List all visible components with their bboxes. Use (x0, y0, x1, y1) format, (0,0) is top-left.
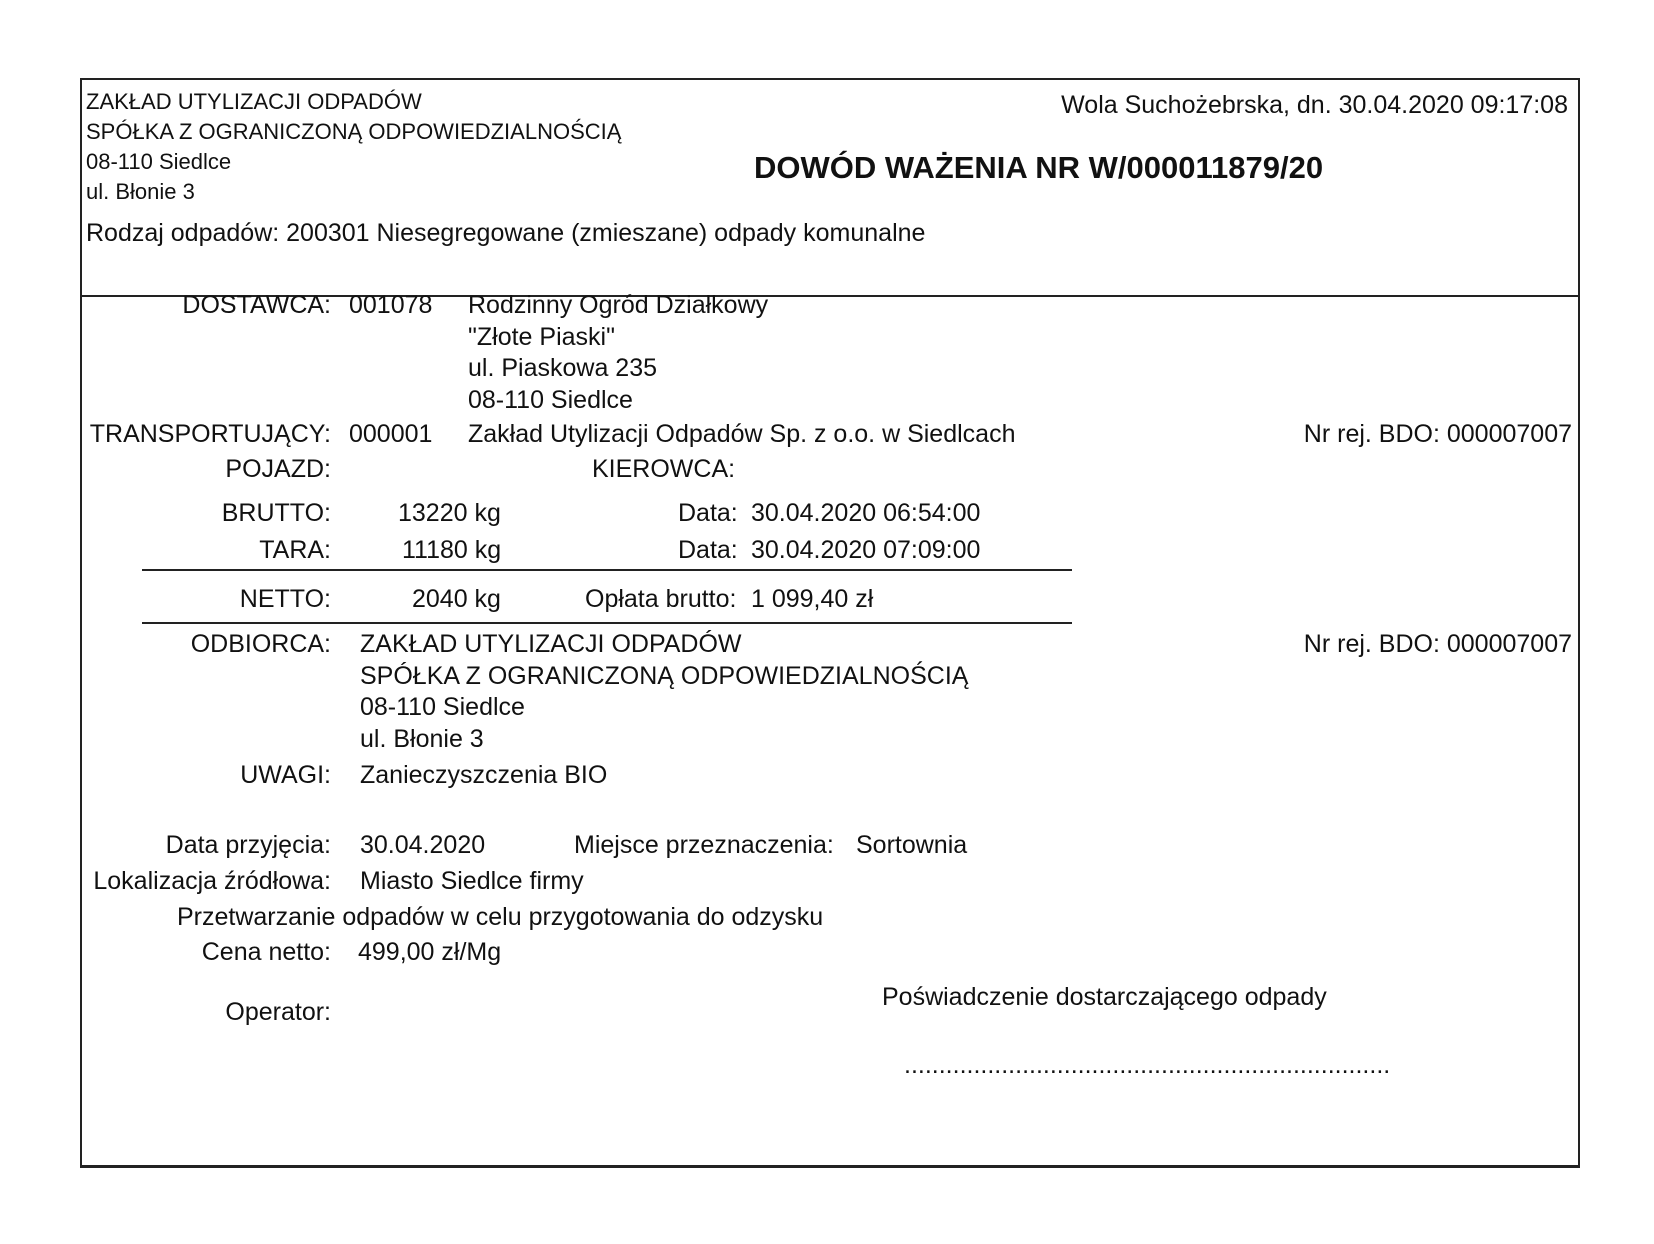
net-top-rule (142, 569, 1072, 571)
net-label: NETTO: (239, 585, 331, 613)
receiver-name-line1: ZAKŁAD UTYLIZACJI ODPADÓW (360, 630, 742, 658)
gross-label: BRUTTO: (221, 499, 331, 527)
tare-value: 11180 kg (402, 536, 502, 564)
transporter-code: 000001 (349, 420, 433, 448)
place-date: Wola Suchożebrska, dn. 30.04.2020 09:17:08 (1061, 91, 1568, 119)
transporter-bdo: Nr rej. BDO: 000007007 (1303, 420, 1572, 448)
acceptance-date: 30.04.2020 (360, 831, 486, 859)
receiver-postal: 08-110 Siedlce (360, 693, 525, 721)
destination-label: Miejsce przeznaczenia: (574, 831, 834, 859)
company-name-line2: SPÓŁKA Z OGRANICZONĄ ODPOWIEDZIALNOŚCIĄ (86, 119, 622, 144)
acceptance-date-label: Data przyjęcia: (165, 831, 331, 859)
supplier-label: DOSTAWCA: (182, 291, 331, 319)
receiver-name-line2: SPÓŁKA Z OGRANICZONĄ ODPOWIEDZIALNOŚCIĄ (360, 662, 969, 690)
gross-value: 13220 kg (398, 499, 501, 527)
fee-value: 1 099,40 zł (751, 585, 874, 613)
net-price-label: Cena netto: (201, 938, 331, 966)
company-name-line1: ZAKŁAD UTYLIZACJI ODPADÓW (86, 89, 422, 114)
driver-label: KIEROWCA: (592, 455, 736, 483)
supplier-street: ul. Piaskowa 235 (468, 354, 658, 382)
receiver-label: ODBIORCA: (190, 630, 331, 658)
transporter-name: Zakład Utylizacji Odpadów Sp. z o.o. w Siedlcach (468, 420, 1016, 448)
vehicle-label: POJAZD: (225, 455, 331, 483)
transporter-label: TRANSPORTUJĄCY: (89, 420, 331, 448)
receiver-street: ul. Błonie 3 (360, 725, 484, 753)
tare-label: TARA: (259, 536, 331, 564)
supplier-name-line1: Rodzinny Ogród Działkowy (468, 291, 769, 319)
signature-line: ...................................................................... (904, 1051, 1391, 1079)
processing-text: Przetwarzanie odpadów w celu przygotowania do odzysku (177, 903, 824, 931)
source-location-value: Miasto Siedlce firmy (360, 867, 584, 895)
source-location-label: Lokalizacja źródłowa: (93, 867, 331, 895)
remarks-label: UWAGI: (240, 761, 331, 789)
tare-date-label: Data: (678, 536, 738, 564)
tare-date: 30.04.2020 07:09:00 (751, 536, 981, 564)
supplier-name-line2: "Złote Piaski" (468, 323, 615, 351)
remarks-value: Zanieczyszczenia BIO (360, 761, 608, 789)
net-bottom-rule (142, 622, 1072, 624)
gross-date-label: Data: (678, 499, 738, 527)
net-price-value: 499,00 zł/Mg (358, 938, 502, 966)
fee-label: Opłata brutto: (585, 585, 737, 613)
receiver-bdo: Nr rej. BDO: 000007007 (1303, 630, 1572, 658)
document-title: DOWÓD WAŻENIA NR W/000011879/20 (754, 150, 1324, 185)
destination-value: Sortownia (856, 831, 968, 859)
company-street: ul. Błonie 3 (86, 179, 195, 204)
supplier-code: 001078 (349, 291, 433, 319)
company-postal: 08-110 Siedlce (86, 149, 232, 174)
operator-label: Operator: (225, 998, 331, 1026)
net-value: 2040 kg (412, 585, 501, 613)
supplier-postal: 08-110 Siedlce (468, 386, 633, 414)
weighing-document (80, 78, 1580, 1168)
gross-date: 30.04.2020 06:54:00 (751, 499, 981, 527)
attestation-text: Poświadczenie dostarczającego odpady (882, 983, 1327, 1011)
waste-type: Rodzaj odpadów: 200301 Niesegregowane (zmieszane) odpady komunalne (86, 219, 926, 247)
